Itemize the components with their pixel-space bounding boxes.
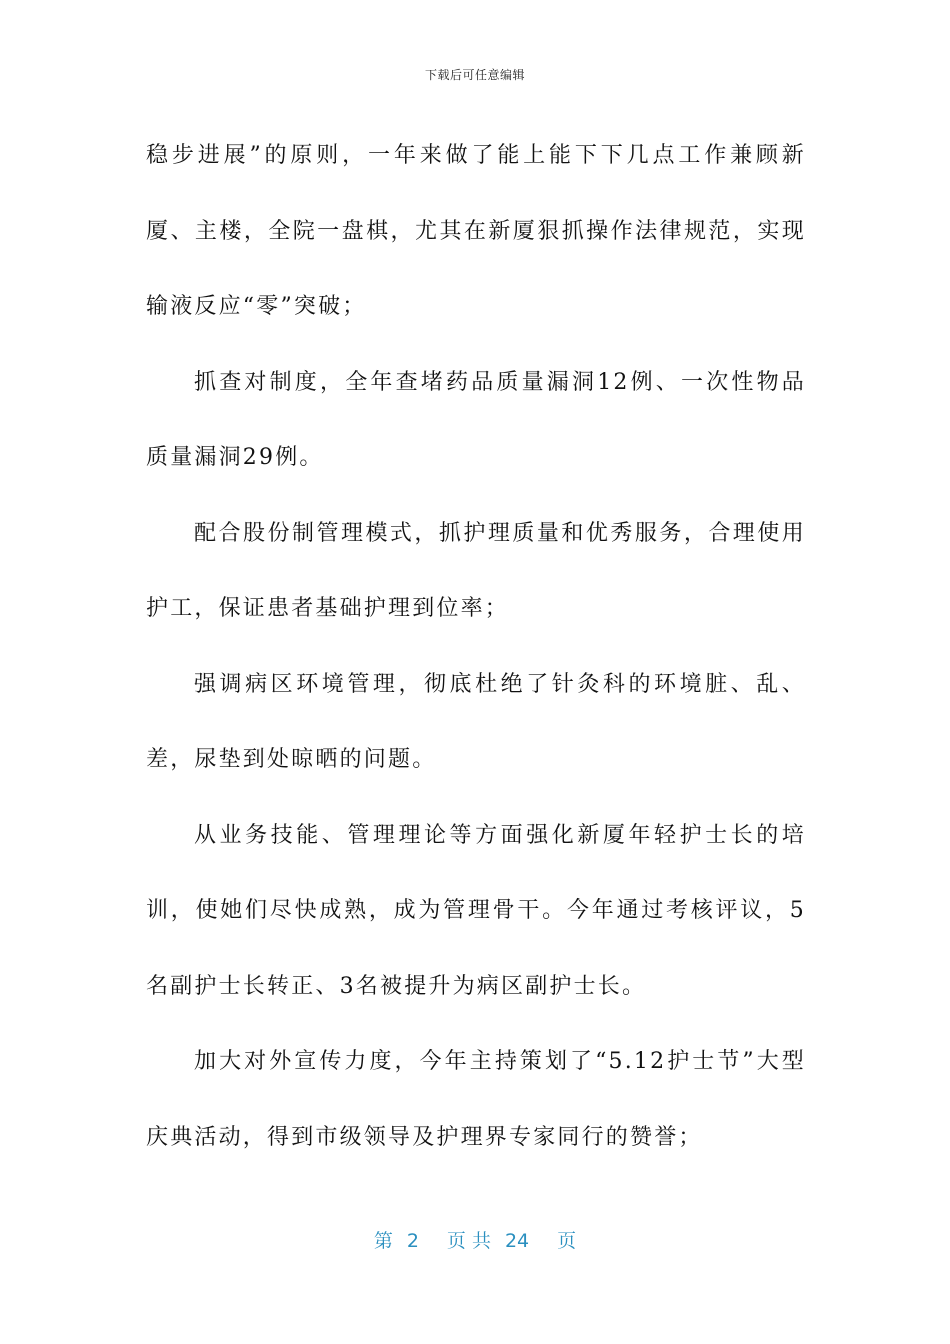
paragraph-2: 抓查对制度，全年查堵药品质量漏洞12例、一次性物品质量漏洞29例。	[146, 369, 806, 470]
document-body	[146, 118, 806, 1175]
paragraph-1: 稳步进展”的原则，一年来做了能上能下下几点工作兼顾新厦、主楼，全院一盘棋，尤其在新厦狠抓操作法律规范，实现输液反应“零”突破；	[146, 143, 806, 319]
total-pages-number: 24	[504, 1230, 530, 1252]
page-prefix: 第	[373, 1230, 393, 1252]
paragraph-6: 加大对外宣传力度，今年主持策划了“5.12护士节”大型庆典活动，得到市级领导及护理界专家同行的赞誉；	[146, 1049, 806, 1150]
page-middle: 页 共	[446, 1230, 491, 1252]
page-suffix: 页	[557, 1230, 577, 1252]
paragraph-5: 从业务技能、管理理论等方面强化新厦年轻护士长的培训，使她们尽快成熟，成为管理骨干。今年通过考核评议，5名副护士长转正、3名被提升为病区副护士长。	[146, 822, 806, 999]
paragraph-4: 强调病区环境管理，彻底杜绝了针灸科的环境脏、乱、差，尿垫到处晾晒的问题。	[146, 671, 806, 772]
header-note: 下载后可任意编辑	[424, 68, 525, 82]
paragraph-3: 配合股份制管理模式，抓护理质量和优秀服务，合理使用护工，保证患者基础护理到位率；	[146, 520, 806, 621]
page-footer	[0, 1226, 950, 1253]
current-page-number: 2	[406, 1230, 419, 1252]
